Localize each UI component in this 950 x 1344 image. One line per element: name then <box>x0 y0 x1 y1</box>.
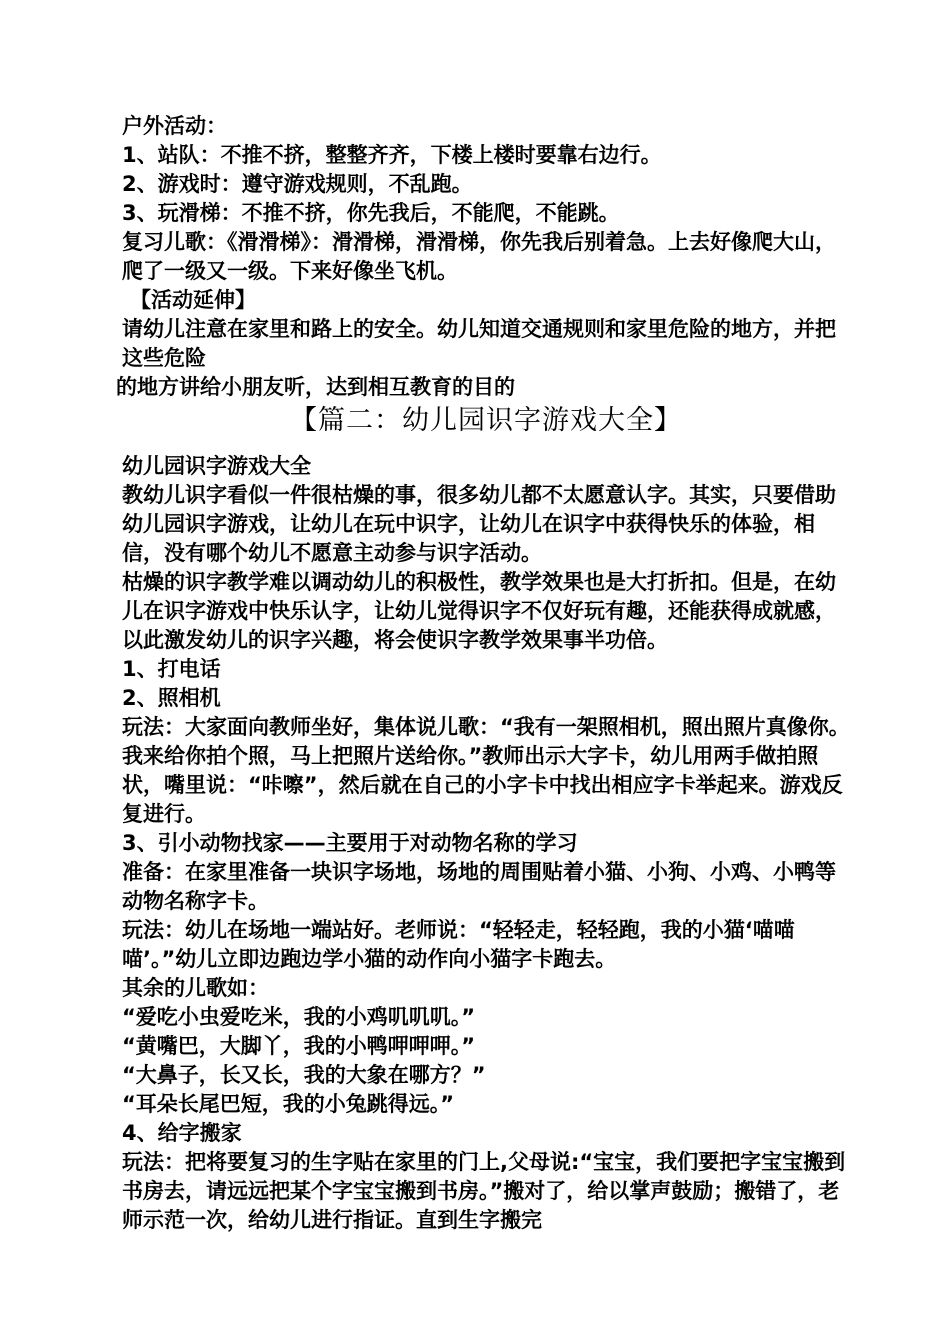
paragraph: 1、站队：不推不挤，整整齐齐，下楼上楼时要靠右边行。 <box>122 143 662 167</box>
paragraph: 准备：在家里准备一块识字场地，场地的周围贴着小猫、小狗、小鸡、小鸭等动物名称字卡。 <box>122 860 836 913</box>
paragraph: 玩法：大家面向教师坐好，集体说儿歌：“我有一架照相机，照出照片真像你。我来给你拍个照，马上把照片送给你。”教师出示大字卡，幼儿用两手做拍照状，嘴里说：“咔嚓”，然后就在自己的小字卡中找出相应字卡举起来。游戏反复进行。 <box>122 715 850 826</box>
paragraph: 请幼儿注意在家里和路上的安全。幼儿知道交通规则和家里危险的地方，并把这些危险 <box>122 317 836 370</box>
paragraph: 【活动延伸】 <box>130 288 256 312</box>
paragraph: 其余的儿歌如： <box>122 976 269 1000</box>
paragraph: 3、玩滑梯：不推不挤，你先我后，不能爬，不能跳。 <box>122 201 620 225</box>
paragraph: “耳朵长尾巴短，我的小兔跳得远。” <box>122 1092 455 1116</box>
paragraph: 3、引小动物找家——主要用于对动物名称的学习 <box>122 831 578 855</box>
paragraph: 1、打电话 <box>122 657 221 681</box>
paragraph: “爱吃小虫爱吃米，我的小鸡叽叽叽。” <box>122 1005 476 1029</box>
paragraph: 的地方讲给小朋友听，达到相互教育的目的 <box>116 375 515 399</box>
document-body <box>116 112 856 1235</box>
section-title: 【篇二：幼儿园识字游戏大全】 <box>290 405 682 436</box>
paragraph: 户外活动： <box>122 114 227 138</box>
paragraph: 2、游戏时：遵守游戏规则，不乱跑。 <box>122 172 473 196</box>
paragraph: 玩法：幼儿在场地一端站好。老师说：“轻轻走，轻轻跑，我的小猫‘喵喵喵’。”幼儿立即边跑边学小猫的动作向小猫字卡跑去。 <box>122 918 795 971</box>
paragraph: “大鼻子，长又长，我的大象在哪方？” <box>122 1063 486 1087</box>
paragraph: 玩法：把将要复习的生字贴在家里的门上,父母说:“宝宝，我们要把字宝宝搬到书房去，请远远把某个字宝宝搬到书房。”搬对了，给以掌声鼓励；搬错了，老师示范一次，给幼儿进行指证。直到生字搬完 <box>122 1150 846 1232</box>
paragraph: 2、照相机 <box>122 686 221 710</box>
paragraph: 枯燥的识字教学难以调动幼儿的积极性，教学效果也是大打折扣。但是，在幼儿在识字游戏中快乐认字，让幼儿觉得识字不仅好玩有趣，还能获得成就感，以此激发幼儿的识字兴趣，将会使识字教学效果事半功倍。 <box>122 570 836 652</box>
paragraph: 教幼儿识字看似一件很枯燥的事，很多幼儿都不太愿意认字。其实，只要借助幼儿园识字游戏，让幼儿在玩中识字，让幼儿在识字中获得快乐的体验，相信，没有哪个幼儿不愿意主动参与识字活动。 <box>122 483 836 565</box>
paragraph: 幼儿园识字游戏大全 <box>122 454 311 478</box>
paragraph: “黄嘴巴，大脚丫，我的小鸭呷呷呷。” <box>122 1034 476 1058</box>
paragraph: 4、给字搬家 <box>122 1121 242 1145</box>
paragraph: 复习儿歌：《滑滑梯》：滑滑梯，滑滑梯，你先我后别着急。上去好像爬大山，爬了一级又一级。下来好像坐飞机。 <box>122 230 836 283</box>
